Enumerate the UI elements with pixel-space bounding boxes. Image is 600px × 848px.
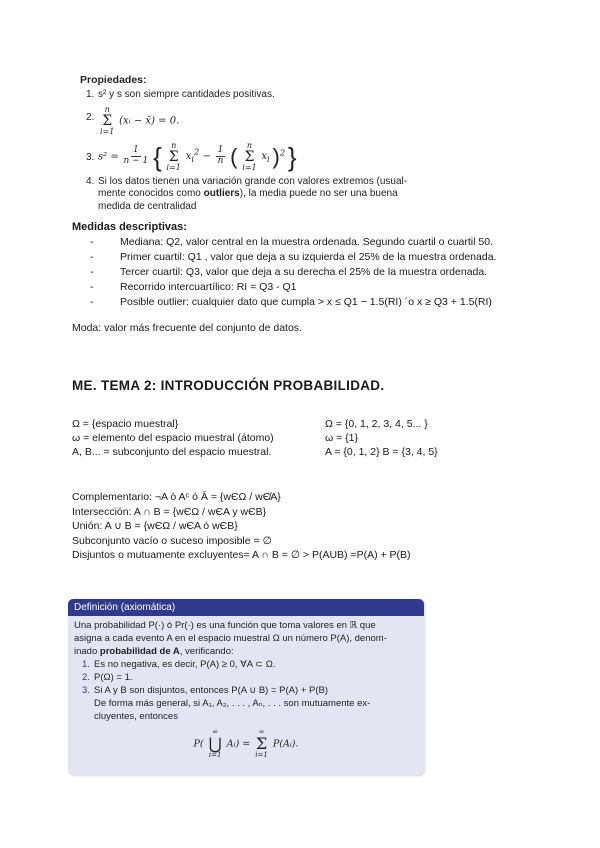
countable-additivity-equation: P( ∞ ⋃ i=1 Aᵢ) = ∞ Σ i=1 P(Aᵢ). [193, 728, 299, 759]
properties-block [80, 74, 440, 215]
operation-intersection: Intersección: A ∩ B = {wЄΩ / wЄA y wЄB} [72, 505, 267, 518]
sum-symbol: n Σ i=1 [100, 104, 115, 136]
list-item: - Posible outlier: cualquier dato que cumpla > x ≤ Q1 − 1.5(RI) ´o x ≥ Q3 + 1.5(RI) [90, 296, 492, 308]
outliers-term: outliers [203, 188, 240, 200]
list-item: - Tercer cuartil: Q3, valor que deja a su derecha el 25% de la muestra ordenada. [90, 266, 488, 278]
axiom-item: 2. P(Ω) = 1. [82, 672, 133, 683]
property-item-2: 2. n Σ i=1 (xᵢ − x̄) = 0. [86, 104, 180, 136]
definition-box-header: Definición (axiomática) [68, 599, 424, 616]
definition-box-body: Una probabilidad P(·) ó Pr(·) es una función que toma valores en ℝ que asigna a cada evento A en el espacio muestral Ω un número P(A), denom- inado probabilidad de A, verificando: 1. Es no negativa, es decir, P(A) ≥ 0, ∀A ⊂ Ω. 2. P(Ω) = 1. 3. Si A y B son disjuntos, entonces P(A ∪ B) = P(A) + P(B) De forma más general, si A₁, A₂, . . . , Aₙ, . . . son mutuamente ex- cluyentes, entonces P( ∞ ⋃ i=1 Aᵢ) = ∞ Σ i=1 P(Aᵢ). [68, 616, 424, 762]
property-text-4a: Si los datos tienen una variación grande con valores extremos (usual- [98, 175, 408, 187]
sum-symbol: ∞ Σ i=1 [255, 728, 268, 759]
property-item-3: 3. s² = $\frac{1}{n - 1}$ { n Σ i=1 $x_i^2$ − $\frac{1}{n}$ ( n Σ i=1 $x_i$ )$^2$ } [86, 140, 297, 172]
sample-space-definitions [72, 417, 552, 459]
property-eq-2: (xᵢ − x̄) = 0. [119, 115, 180, 127]
axiom-item: 3. Si A y B son disjuntos, entonces P(A ∪ B) = P(A) + P(B) [82, 685, 329, 696]
property-item-1: 1. s² y s son siempre cantidades positivas. [86, 89, 275, 101]
property-item-4: 4. Si los datos tienen una variación grande con valores extremos (usual- mente conocidos como outliers), la media puede no ser una buena medida de centralidad [80, 176, 440, 214]
list-item: - Recorrido intercuartílico: RI = Q3 - Q1 [90, 281, 297, 293]
descriptive-list [72, 235, 552, 310]
set-operations [72, 490, 411, 563]
descriptive-measures [72, 220, 552, 310]
section-heading: ME. TEMA 2: INTRODUCCIÓN PROBABILIDAD. [72, 378, 385, 393]
moda-text: Moda: valor más frecuente del conjunto de datos. [72, 322, 302, 334]
variance-lhs: s² = [98, 151, 119, 163]
property-text-4c: medida de centralidad [98, 200, 197, 212]
probability-term: probabilidad de A [99, 646, 180, 657]
properties-title: Propiedades: [80, 74, 147, 86]
list-item: - Primer cuartil: Q1 , valor que deja a su izquierda el 25% de la muestra ordenada. [90, 251, 497, 263]
axiom-item: 1. Es no negativa, es decir, P(A) ≥ 0, ∀A ⊂ Ω. [82, 659, 276, 670]
definition-row: Ω = {espacio muestral} Ω = {0, 1, 2, 3, 4, 5... } [72, 418, 428, 430]
definition-row: ω = elemento del espacio muestral (átomo) ω = {1} [72, 432, 359, 444]
operation-complement: Complementario: ¬A ó Aᶜ ó Ā = {wЄΩ / wЄ̸A} [72, 491, 281, 503]
union-symbol: ∞ ⋃ i=1 [208, 728, 222, 759]
descriptive-title: Medidas descriptivas: [72, 221, 187, 233]
list-item: - Mediana: Q2, valor central en la muestra ordenada. Segundo cuartil o cuartil 50. [90, 236, 493, 248]
operation-disjoint: Disjuntos o mutuamente excluyentes= A ∩ B = ∅ > P(AUB) =P(A) + P(B) [72, 549, 411, 561]
operation-empty-set: Subconjunto vacío o suceso imposible = ∅ [72, 534, 272, 547]
definition-row: A, B... = subconjunto del espacio muestral. A = {0, 1, 2} B = {3, 4, 5} [72, 446, 438, 458]
operation-union: Unión: A ∪ B = {wЄΩ / wЄA ó wЄB} [72, 520, 238, 532]
property-text-1: s² y s son siempre cantidades positivas. [98, 89, 275, 101]
definition-box [68, 599, 424, 775]
